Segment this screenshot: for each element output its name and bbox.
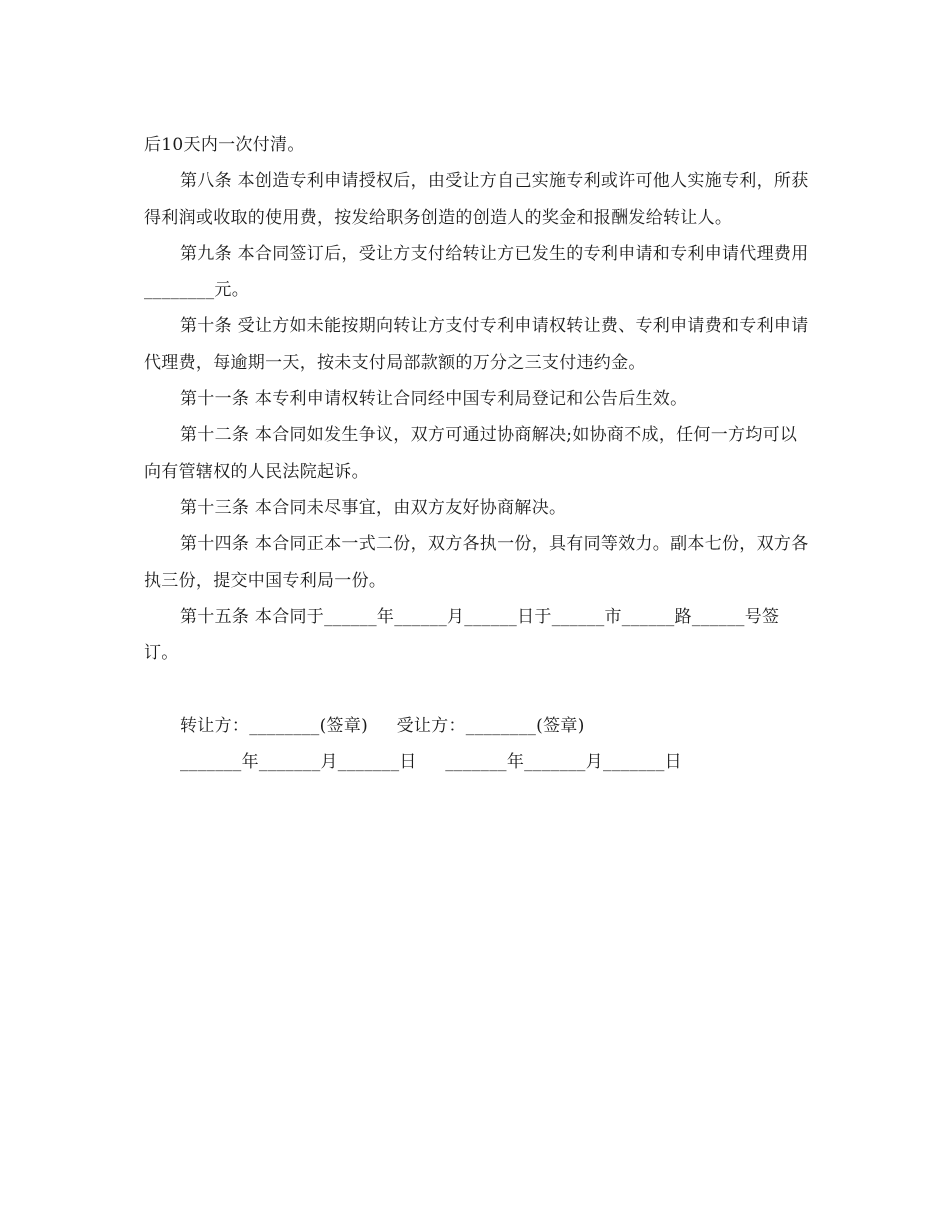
date-line: _______年_______月_______日 _______年_______月_______日 [180,752,682,772]
paragraph-continuation: 后10天内一次付清。 [144,135,305,155]
clause-10: 第十条 受让方如未能按期向转让方支付专利申请权转让费、专利申请费和专利申请代理费，每逾期一天，按未支付局部款额的万分之三支付违约金。 [144,316,809,373]
clause-9: 第九条 本合同签订后，受让方支付给转让方已发生的专利申请和专利申请代理费用________元。 [144,243,809,301]
clause-11: 第十一条 本专利申请权转让合同经中国专利局登记和公告后生效。 [180,389,688,410]
clause-12: 第十二条 本合同如发生争议，双方可通过协商解决;如协商不成，任何一方均可以向有管辖权的人民法院起诉。 [144,425,798,482]
clause-15: 第十五条 本合同于______年______月______日于______市______路______号签订。 [144,606,780,664]
clause-14: 第十四条 本合同正本一式二份，双方各执一份，具有同等效力。副本七份，双方各执三份，提交中国专利局一份。 [144,534,809,591]
signature-line: 转让方：________(签章) 受让方：________(签章) [180,716,585,736]
clause-13: 第十三条 本合同未尽事宜，由双方友好协商解决。 [180,497,567,518]
signature-block [180,708,682,780]
clause-8: 第八条 本创造专利申请授权后，由受让方自己实施专利或许可他人实施专利，所获得利润或收取的使用费，按发给职务创造的创造人的奖金和报酬发给转让人。 [144,171,809,228]
contract-body [144,127,809,671]
